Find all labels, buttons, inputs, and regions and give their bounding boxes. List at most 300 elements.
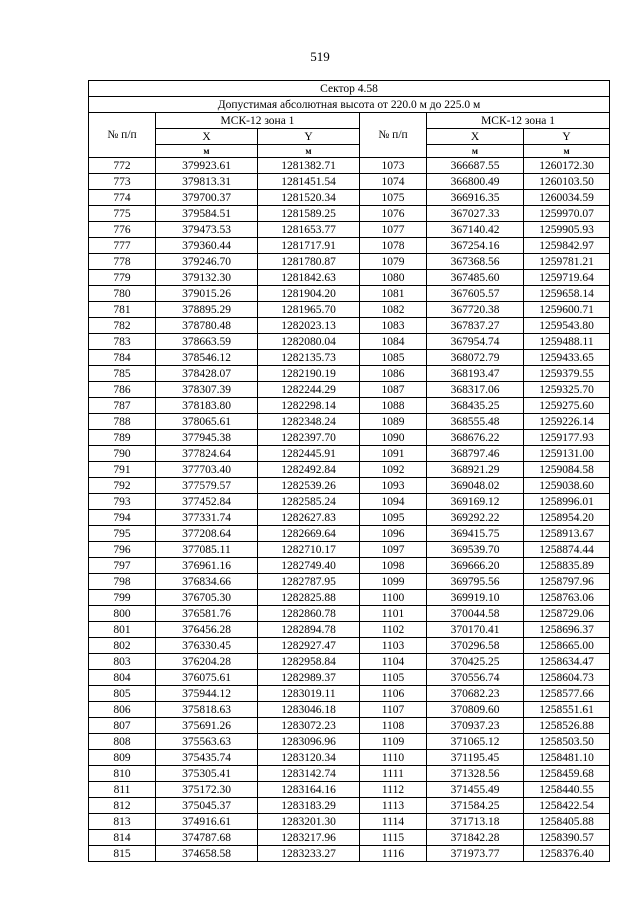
right-point-number: 1081: [360, 286, 427, 302]
left-x-value: 378546.12: [156, 350, 258, 366]
left-x-value: 379246.70: [156, 254, 258, 270]
table-row: [89, 334, 610, 350]
right-point-number: 1101: [360, 606, 427, 622]
left-y-value: 1281382.71: [258, 158, 360, 174]
right-point-number: 1090: [360, 430, 427, 446]
left-point-number: 804: [89, 670, 156, 686]
coordinates-table: [88, 80, 610, 862]
left-x-value: 374658.58: [156, 846, 258, 862]
right-y-value: 1258459.68: [524, 766, 610, 782]
right-point-number: 1091: [360, 446, 427, 462]
table-row: [89, 542, 610, 558]
left-x-value: 377945.38: [156, 430, 258, 446]
table-row: [89, 670, 610, 686]
right-x-value: 370170.41: [427, 622, 524, 638]
table-row: [89, 158, 610, 174]
right-y-value: 1260172.30: [524, 158, 610, 174]
left-y-value: 1282989.37: [258, 670, 360, 686]
left-y-value: 1283072.23: [258, 718, 360, 734]
right-y-value: 1258634.47: [524, 654, 610, 670]
left-point-number: 790: [89, 446, 156, 462]
right-point-number: 1102: [360, 622, 427, 638]
left-y-value: 1282244.29: [258, 382, 360, 398]
right-y-value: 1259488.11: [524, 334, 610, 350]
right-y-value: 1259842.97: [524, 238, 610, 254]
left-point-number: 795: [89, 526, 156, 542]
right-point-number: 1111: [360, 766, 427, 782]
right-x-value: 369795.56: [427, 574, 524, 590]
right-y-value: 1258551.61: [524, 702, 610, 718]
left-x-value: 375305.41: [156, 766, 258, 782]
left-x-value: 378663.59: [156, 334, 258, 350]
left-x-value: 376456.28: [156, 622, 258, 638]
left-point-number: 811: [89, 782, 156, 798]
left-point-number: 792: [89, 478, 156, 494]
right-x-value: 367254.16: [427, 238, 524, 254]
right-point-number: 1087: [360, 382, 427, 398]
left-x-value: 375172.30: [156, 782, 258, 798]
right-x-value: 371842.28: [427, 830, 524, 846]
left-y-value: 1282585.24: [258, 494, 360, 510]
left-x-value: 379923.61: [156, 158, 258, 174]
table-row: [89, 350, 610, 366]
left-y-value: 1283164.16: [258, 782, 360, 798]
left-point-number: 782: [89, 318, 156, 334]
right-x-value: 366800.49: [427, 174, 524, 190]
left-point-number: 773: [89, 174, 156, 190]
left-x-value: 375563.63: [156, 734, 258, 750]
right-y-value: 1259038.60: [524, 478, 610, 494]
table-row: [89, 782, 610, 798]
right-x-value: 368072.79: [427, 350, 524, 366]
table-row: [89, 414, 610, 430]
left-point-number: 786: [89, 382, 156, 398]
right-point-number: 1092: [360, 462, 427, 478]
table-row: [89, 766, 610, 782]
right-y-value: 1258665.00: [524, 638, 610, 654]
right-y-value: 1259275.60: [524, 398, 610, 414]
right-y-value: 1258729.06: [524, 606, 610, 622]
table-row: [89, 366, 610, 382]
left-point-number: 784: [89, 350, 156, 366]
right-x-value: 367140.42: [427, 222, 524, 238]
right-y-value: 1258913.67: [524, 526, 610, 542]
left-x-value: 377331.74: [156, 510, 258, 526]
table-row: [89, 734, 610, 750]
table-row: [89, 830, 610, 846]
right-point-number: 1077: [360, 222, 427, 238]
left-y-value: 1282927.47: [258, 638, 360, 654]
table-row: [89, 462, 610, 478]
left-point-number: 774: [89, 190, 156, 206]
left-x-value: 376330.45: [156, 638, 258, 654]
right-point-number: 1097: [360, 542, 427, 558]
right-x-value: 368797.46: [427, 446, 524, 462]
left-point-number: 779: [89, 270, 156, 286]
right-x-value: 370937.23: [427, 718, 524, 734]
left-x-value: 375691.26: [156, 718, 258, 734]
right-y-value: 1259433.65: [524, 350, 610, 366]
left-point-number: 788: [89, 414, 156, 430]
right-y-value: 1259719.64: [524, 270, 610, 286]
left-y-value: 1282135.73: [258, 350, 360, 366]
left-point-number: 778: [89, 254, 156, 270]
left-y-value: 1282860.78: [258, 606, 360, 622]
left-point-number: 797: [89, 558, 156, 574]
right-y-value: 1260103.50: [524, 174, 610, 190]
left-x-value: 379813.31: [156, 174, 258, 190]
right-point-number: 1093: [360, 478, 427, 494]
right-y-value: 1259970.07: [524, 206, 610, 222]
table-row: [89, 398, 610, 414]
right-point-number: 1110: [360, 750, 427, 766]
left-x-value: 374916.61: [156, 814, 258, 830]
left-y-value: 1283019.11: [258, 686, 360, 702]
left-x-value: 379700.37: [156, 190, 258, 206]
right-x-value: 368193.47: [427, 366, 524, 382]
left-y-value: 1283217.96: [258, 830, 360, 846]
left-y-value: 1281717.91: [258, 238, 360, 254]
right-point-number: 1115: [360, 830, 427, 846]
right-x-value: 368676.22: [427, 430, 524, 446]
left-x-value: 378065.61: [156, 414, 258, 430]
right-x-value: 371584.25: [427, 798, 524, 814]
table-row: [89, 206, 610, 222]
left-x-value: 376075.61: [156, 670, 258, 686]
left-x-value: 378780.48: [156, 318, 258, 334]
table-row: [89, 478, 610, 494]
right-system-header: МСК-12 зона 1: [427, 113, 610, 129]
left-y-value: 1282445.91: [258, 446, 360, 462]
left-y-value: 1281520.34: [258, 190, 360, 206]
left-x-value: 375045.37: [156, 798, 258, 814]
right-point-number: 1112: [360, 782, 427, 798]
table-row: [89, 318, 610, 334]
left-point-number: 787: [89, 398, 156, 414]
table-row: [89, 798, 610, 814]
left-y-value: 1282080.04: [258, 334, 360, 350]
right-point-number: 1095: [360, 510, 427, 526]
right-num-header: № п/п: [360, 113, 427, 158]
left-y-value: 1282397.70: [258, 430, 360, 446]
left-y-value: 1282825.88: [258, 590, 360, 606]
right-y-value: 1258422.54: [524, 798, 610, 814]
left-y-value: 1281780.87: [258, 254, 360, 270]
left-y-value: 1282190.19: [258, 366, 360, 382]
right-x-value: 370682.23: [427, 686, 524, 702]
right-x-value: 369919.10: [427, 590, 524, 606]
right-y-value: 1259379.55: [524, 366, 610, 382]
left-y-value: 1282627.83: [258, 510, 360, 526]
right-x-value: 368317.06: [427, 382, 524, 398]
left-point-number: 793: [89, 494, 156, 510]
right-x-value: 369539.70: [427, 542, 524, 558]
right-x-value: 371973.77: [427, 846, 524, 862]
left-y-value: 1282710.17: [258, 542, 360, 558]
left-x-value: 378428.07: [156, 366, 258, 382]
right-y-value: 1258835.89: [524, 558, 610, 574]
left-x-value: 375944.12: [156, 686, 258, 702]
right-point-number: 1075: [360, 190, 427, 206]
left-num-header: № п/п: [89, 113, 156, 158]
right-x-value: 370809.60: [427, 702, 524, 718]
left-point-number: 807: [89, 718, 156, 734]
right-y-value: 1258440.55: [524, 782, 610, 798]
right-point-number: 1103: [360, 638, 427, 654]
right-y-value: 1258874.44: [524, 542, 610, 558]
right-x-unit: м: [427, 145, 524, 158]
right-y-value: 1258526.88: [524, 718, 610, 734]
left-x-value: 377452.84: [156, 494, 258, 510]
left-y-header: Y: [258, 129, 360, 145]
left-point-number: 775: [89, 206, 156, 222]
table-row: [89, 238, 610, 254]
right-y-value: 1258390.57: [524, 830, 610, 846]
right-x-value: 370044.58: [427, 606, 524, 622]
right-point-number: 1104: [360, 654, 427, 670]
sector-title: Сектор 4.58: [89, 81, 610, 97]
right-x-value: 369292.22: [427, 510, 524, 526]
left-system-header: МСК-12 зона 1: [156, 113, 360, 129]
left-x-value: 377085.11: [156, 542, 258, 558]
right-x-value: 369415.75: [427, 526, 524, 542]
right-x-value: 368555.48: [427, 414, 524, 430]
table-row: [89, 222, 610, 238]
left-point-number: 803: [89, 654, 156, 670]
right-x-value: 367837.27: [427, 318, 524, 334]
right-point-number: 1096: [360, 526, 427, 542]
right-y-value: 1258481.10: [524, 750, 610, 766]
right-y-value: 1259177.93: [524, 430, 610, 446]
left-point-number: 814: [89, 830, 156, 846]
right-y-value: 1258763.06: [524, 590, 610, 606]
right-y-value: 1259226.14: [524, 414, 610, 430]
right-x-value: 371195.45: [427, 750, 524, 766]
left-point-number: 789: [89, 430, 156, 446]
right-y-value: 1258577.66: [524, 686, 610, 702]
left-point-number: 791: [89, 462, 156, 478]
right-point-number: 1098: [360, 558, 427, 574]
right-point-number: 1109: [360, 734, 427, 750]
right-point-number: 1114: [360, 814, 427, 830]
right-y-value: 1260034.59: [524, 190, 610, 206]
right-x-value: 370425.25: [427, 654, 524, 670]
right-x-value: 371455.49: [427, 782, 524, 798]
right-point-number: 1105: [360, 670, 427, 686]
right-point-number: 1074: [360, 174, 427, 190]
left-x-unit: м: [156, 145, 258, 158]
table-row: [89, 254, 610, 270]
left-point-number: 800: [89, 606, 156, 622]
left-point-number: 776: [89, 222, 156, 238]
left-point-number: 794: [89, 510, 156, 526]
right-y-value: 1259905.93: [524, 222, 610, 238]
left-x-value: 376705.30: [156, 590, 258, 606]
left-y-value: 1282787.95: [258, 574, 360, 590]
table-row: [89, 654, 610, 670]
right-x-value: 367605.57: [427, 286, 524, 302]
right-y-value: 1259781.21: [524, 254, 610, 270]
height-range-title: Допустимая абсолютная высота от 220.0 м до 225.0 м: [89, 97, 610, 113]
left-point-number: 815: [89, 846, 156, 862]
left-y-value: 1281965.70: [258, 302, 360, 318]
left-y-value: 1281842.63: [258, 270, 360, 286]
right-point-number: 1099: [360, 574, 427, 590]
left-point-number: 802: [89, 638, 156, 654]
table-row: [89, 750, 610, 766]
left-point-number: 812: [89, 798, 156, 814]
right-x-value: 367954.74: [427, 334, 524, 350]
right-x-value: 369048.02: [427, 478, 524, 494]
left-x-value: 376834.66: [156, 574, 258, 590]
right-point-number: 1107: [360, 702, 427, 718]
right-point-number: 1094: [360, 494, 427, 510]
table-row: [89, 430, 610, 446]
right-y-unit: м: [524, 145, 610, 158]
right-y-value: 1259084.58: [524, 462, 610, 478]
table-row: [89, 718, 610, 734]
right-x-value: 369666.20: [427, 558, 524, 574]
left-y-value: 1281589.25: [258, 206, 360, 222]
left-y-value: 1282298.14: [258, 398, 360, 414]
right-point-number: 1083: [360, 318, 427, 334]
left-y-value: 1282023.13: [258, 318, 360, 334]
table-row: [89, 286, 610, 302]
left-y-value: 1283046.18: [258, 702, 360, 718]
right-x-value: 370556.74: [427, 670, 524, 686]
right-x-value: 366916.35: [427, 190, 524, 206]
table-row: [89, 302, 610, 318]
left-point-number: 785: [89, 366, 156, 382]
right-x-value: 368921.29: [427, 462, 524, 478]
right-point-number: 1078: [360, 238, 427, 254]
table-body: [89, 158, 610, 862]
right-x-header: X: [427, 129, 524, 145]
table-row: [89, 510, 610, 526]
right-point-number: 1100: [360, 590, 427, 606]
left-y-value: 1283096.96: [258, 734, 360, 750]
table-row: [89, 686, 610, 702]
right-x-value: 371328.56: [427, 766, 524, 782]
left-point-number: 810: [89, 766, 156, 782]
left-x-value: 375818.63: [156, 702, 258, 718]
table-row: [89, 446, 610, 462]
right-y-value: 1258503.50: [524, 734, 610, 750]
left-x-value: 379584.51: [156, 206, 258, 222]
left-point-number: 801: [89, 622, 156, 638]
left-y-value: 1282492.84: [258, 462, 360, 478]
right-y-value: 1259658.14: [524, 286, 610, 302]
right-point-number: 1084: [360, 334, 427, 350]
left-y-value: 1282348.24: [258, 414, 360, 430]
table-row: [89, 558, 610, 574]
right-x-value: 367027.33: [427, 206, 524, 222]
left-x-value: 378183.80: [156, 398, 258, 414]
left-point-number: 783: [89, 334, 156, 350]
left-point-number: 796: [89, 542, 156, 558]
right-point-number: 1108: [360, 718, 427, 734]
right-point-number: 1116: [360, 846, 427, 862]
right-point-number: 1085: [360, 350, 427, 366]
left-y-value: 1283120.34: [258, 750, 360, 766]
right-x-value: 368435.25: [427, 398, 524, 414]
right-point-number: 1076: [360, 206, 427, 222]
table-row: [89, 526, 610, 542]
right-point-number: 1086: [360, 366, 427, 382]
table-row: [89, 174, 610, 190]
left-point-number: 777: [89, 238, 156, 254]
right-point-number: 1080: [360, 270, 427, 286]
left-y-value: 1282669.64: [258, 526, 360, 542]
table-row: [89, 638, 610, 654]
table-row: [89, 382, 610, 398]
right-y-value: 1259600.71: [524, 302, 610, 318]
table-row: [89, 702, 610, 718]
left-y-value: 1283201.30: [258, 814, 360, 830]
right-y-value: 1258996.01: [524, 494, 610, 510]
right-x-value: 369169.12: [427, 494, 524, 510]
left-x-value: 374787.68: [156, 830, 258, 846]
left-x-value: 379360.44: [156, 238, 258, 254]
left-x-value: 377579.57: [156, 478, 258, 494]
left-y-value: 1282958.84: [258, 654, 360, 670]
table-row: [89, 270, 610, 286]
table-row: [89, 494, 610, 510]
left-point-number: 799: [89, 590, 156, 606]
right-y-header: Y: [524, 129, 610, 145]
right-point-number: 1113: [360, 798, 427, 814]
table-row: [89, 814, 610, 830]
right-x-value: 370296.58: [427, 638, 524, 654]
left-point-number: 808: [89, 734, 156, 750]
right-x-value: 367720.38: [427, 302, 524, 318]
right-x-value: 371713.18: [427, 814, 524, 830]
left-y-value: 1283142.74: [258, 766, 360, 782]
right-y-value: 1258604.73: [524, 670, 610, 686]
table-row: [89, 846, 610, 862]
right-point-number: 1082: [360, 302, 427, 318]
right-y-value: 1258405.88: [524, 814, 610, 830]
right-y-value: 1258797.96: [524, 574, 610, 590]
table-row: [89, 574, 610, 590]
left-x-value: 379132.30: [156, 270, 258, 286]
right-point-number: 1073: [360, 158, 427, 174]
left-y-value: 1283183.29: [258, 798, 360, 814]
left-x-value: 377824.64: [156, 446, 258, 462]
right-point-number: 1079: [360, 254, 427, 270]
left-y-unit: м: [258, 145, 360, 158]
left-x-value: 377208.64: [156, 526, 258, 542]
left-point-number: 806: [89, 702, 156, 718]
left-point-number: 772: [89, 158, 156, 174]
right-y-value: 1258954.20: [524, 510, 610, 526]
right-y-value: 1259325.70: [524, 382, 610, 398]
right-point-number: 1088: [360, 398, 427, 414]
left-y-value: 1281904.20: [258, 286, 360, 302]
table-row: [89, 590, 610, 606]
left-y-value: 1282749.40: [258, 558, 360, 574]
left-x-value: 375435.74: [156, 750, 258, 766]
right-x-value: 367368.56: [427, 254, 524, 270]
table-row: [89, 622, 610, 638]
left-point-number: 798: [89, 574, 156, 590]
right-x-value: 371065.12: [427, 734, 524, 750]
left-y-value: 1281451.54: [258, 174, 360, 190]
left-y-value: 1281653.77: [258, 222, 360, 238]
left-x-value: 379015.26: [156, 286, 258, 302]
right-point-number: 1089: [360, 414, 427, 430]
left-y-value: 1282539.26: [258, 478, 360, 494]
